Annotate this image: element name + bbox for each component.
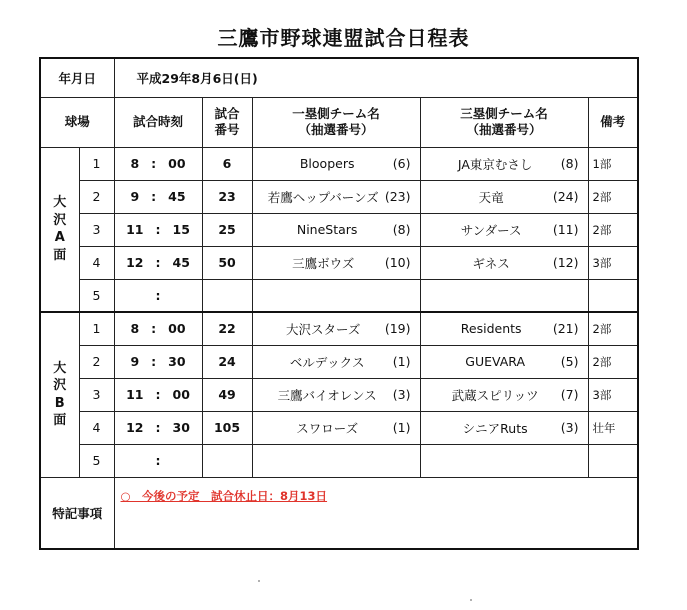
third-base-team-name: ギネス [472, 255, 510, 271]
match-number [202, 279, 252, 312]
match-time-minute: 00 [172, 387, 190, 402]
match-time-separator: : [155, 387, 161, 402]
third-base-lottery-number: (24) [552, 189, 579, 204]
third-base-team-name: 武蔵スピリッツ [451, 387, 539, 403]
first-base-team [252, 246, 420, 279]
third-base-team-name: GUEVARA [465, 354, 526, 369]
match-time [114, 345, 202, 378]
first-base-lottery-number: (3) [392, 387, 411, 402]
first-base-lottery-number: (19) [384, 321, 411, 337]
third-base-team [420, 246, 588, 279]
remarks: 壮年 [588, 411, 638, 444]
venue-name-char: 沢 [53, 212, 67, 228]
match-time-separator: : [155, 255, 161, 270]
first-base-team-name: 大沢スターズ [285, 321, 361, 337]
first-base-lottery-number: (23) [384, 189, 411, 204]
match-time-separator: : [151, 321, 157, 337]
schedule-row [40, 378, 638, 411]
venue-name-char: A [54, 230, 65, 246]
third-base-lottery-number: (8) [560, 156, 579, 171]
game-order: 5 [79, 444, 114, 477]
third-base-lottery-number: (11) [552, 222, 579, 237]
match-time-hour: 8 [130, 156, 140, 171]
special-notes-text: ○ 今後の予定 試合休止日：8月13日 [120, 488, 328, 503]
header-match-no [202, 97, 252, 147]
scan-speck [258, 580, 260, 582]
remarks: 2部 [588, 345, 638, 378]
first-base-team [252, 411, 420, 444]
remarks: 1部 [588, 147, 638, 180]
first-base-team-name: 三鷹バイオレンス [277, 387, 377, 403]
game-order: 2 [79, 345, 114, 378]
match-time-separator: : [155, 420, 161, 435]
first-base-team [252, 345, 420, 378]
match-time-separator: : [155, 287, 161, 303]
venue-name [40, 147, 79, 312]
special-notes-value [114, 477, 638, 549]
match-time [114, 444, 202, 477]
match-time-minute: 00 [168, 321, 186, 337]
match-time-hour: 11 [126, 387, 144, 402]
match-time-minute: 15 [172, 222, 190, 237]
first-base-team [252, 213, 420, 246]
match-number: 25 [202, 213, 252, 246]
match-time [114, 279, 202, 312]
game-order: 1 [79, 312, 114, 345]
remarks: 3部 [588, 246, 638, 279]
third-base-team [420, 345, 588, 378]
special-notes-label: 特記事項 [40, 477, 114, 549]
match-time-minute: 00 [168, 156, 186, 171]
match-time-hour: 8 [130, 321, 140, 337]
match-time-hour: 9 [130, 354, 140, 369]
schedule-row [40, 246, 638, 279]
game-order: 1 [79, 147, 114, 180]
venue-name [40, 312, 79, 477]
match-number: 22 [202, 312, 252, 345]
schedule-row [40, 279, 638, 312]
match-time-separator: : [151, 189, 157, 204]
match-number: 23 [202, 180, 252, 213]
match-time [114, 312, 202, 345]
third-base-team-name: JA東京むさし [457, 156, 533, 172]
third-base-team [420, 444, 588, 477]
first-base-team [252, 378, 420, 411]
first-base-team-name: スワローズ [296, 420, 359, 436]
first-base-lottery-number: (1) [392, 420, 411, 435]
third-base-lottery-number: (21) [552, 321, 579, 337]
first-base-team-name: Bloopers [299, 156, 355, 171]
match-time-hour: 9 [130, 189, 140, 204]
game-order: 4 [79, 246, 114, 279]
match-number [202, 444, 252, 477]
match-number: 105 [202, 411, 252, 444]
header-venue: 球場 [40, 97, 114, 147]
schedule-table [39, 57, 639, 550]
header-third-base-team [420, 97, 588, 147]
remarks: 2部 [588, 180, 638, 213]
document-title: 三鷹市野球連盟試合日程表 [217, 26, 470, 50]
header-third-base-line2: （抽選番号） [466, 122, 542, 137]
match-time-minute: 30 [168, 354, 186, 369]
third-base-lottery-number: (12) [552, 255, 579, 270]
match-time-separator: : [155, 453, 161, 468]
first-base-team-name: 三鷹ボウズ [292, 255, 355, 271]
match-time-hour: 12 [126, 420, 144, 435]
third-base-team [420, 312, 588, 345]
game-order: 3 [79, 378, 114, 411]
match-time-separator: : [151, 354, 157, 369]
third-base-team [420, 180, 588, 213]
match-time-minute: 30 [172, 420, 190, 435]
match-time [114, 180, 202, 213]
match-time-minute: 45 [168, 189, 186, 204]
header-match-no-line2: 番号 [214, 122, 240, 137]
remarks [588, 279, 638, 312]
date-label: 年月日 [40, 58, 114, 97]
game-order: 3 [79, 213, 114, 246]
first-base-team-name: ベルデックス [289, 354, 365, 370]
game-order: 2 [79, 180, 114, 213]
first-base-team [252, 279, 420, 312]
match-time [114, 213, 202, 246]
match-time-hour: 12 [126, 255, 144, 270]
match-number: 49 [202, 378, 252, 411]
game-order: 5 [79, 279, 114, 312]
schedule-row [40, 411, 638, 444]
remarks: 2部 [588, 213, 638, 246]
first-base-lottery-number: (10) [384, 255, 411, 270]
header-first-base-team [252, 97, 420, 147]
third-base-lottery-number: (3) [560, 420, 579, 435]
venue-name-char: 大 [53, 360, 67, 376]
third-base-team [420, 147, 588, 180]
first-base-team [252, 147, 420, 180]
header-first-base-line1: 一塁側チーム名 [292, 106, 380, 122]
schedule-row [40, 213, 638, 246]
header-row [40, 97, 638, 147]
schedule-row [40, 312, 638, 345]
match-time-minute: 45 [172, 255, 190, 270]
venue-name-char: 面 [53, 247, 67, 263]
first-base-team [252, 444, 420, 477]
remarks: 2部 [588, 312, 638, 345]
schedule-row [40, 147, 638, 180]
schedule-row [40, 444, 638, 477]
third-base-team-name: 天竜 [478, 189, 504, 205]
third-base-team [420, 378, 588, 411]
third-base-team [420, 411, 588, 444]
match-number: 6 [202, 147, 252, 180]
header-third-base-line1: 三塁側チーム名 [460, 106, 548, 122]
third-base-lottery-number: (5) [560, 354, 579, 369]
third-base-team [420, 213, 588, 246]
date-value: 平成29年8月6日(日) [114, 58, 638, 97]
match-time [114, 246, 202, 279]
first-base-lottery-number: (1) [392, 354, 411, 369]
header-first-base-line2: （抽選番号） [298, 122, 374, 137]
match-time [114, 147, 202, 180]
third-base-lottery-number: (7) [560, 387, 579, 402]
venue-name-char: 面 [53, 413, 67, 429]
remarks: 3部 [588, 378, 638, 411]
first-base-team-name: NineStars [296, 222, 358, 237]
first-base-team [252, 180, 420, 213]
venue-name-char: B [54, 395, 65, 411]
third-base-team-name: サンダース [460, 222, 522, 238]
first-base-team [252, 312, 420, 345]
match-number: 24 [202, 345, 252, 378]
scan-speck [470, 599, 472, 601]
match-time-separator: : [155, 222, 161, 237]
third-base-team [420, 279, 588, 312]
game-order: 4 [79, 411, 114, 444]
first-base-lottery-number: (8) [392, 222, 411, 237]
first-base-team-name: 若鷹ヘップバーンズ [267, 189, 379, 205]
first-base-lottery-number: (6) [392, 156, 411, 171]
schedule-row [40, 345, 638, 378]
header-remarks: 備考 [588, 97, 638, 147]
venue-name-char: 大 [53, 195, 67, 211]
date-row [40, 58, 638, 97]
venue-name-char: 沢 [53, 378, 67, 394]
match-time-hour: 11 [126, 222, 144, 237]
header-match-no-line1: 試合 [214, 106, 240, 122]
match-number: 50 [202, 246, 252, 279]
third-base-team-name: シニアRuts [462, 420, 528, 436]
header-time: 試合時刻 [114, 97, 202, 147]
match-time [114, 411, 202, 444]
special-notes-row [40, 477, 638, 549]
schedule-row [40, 180, 638, 213]
third-base-team-name: Residents [460, 321, 522, 337]
match-time [114, 378, 202, 411]
match-time-separator: : [151, 156, 157, 171]
remarks [588, 444, 638, 477]
